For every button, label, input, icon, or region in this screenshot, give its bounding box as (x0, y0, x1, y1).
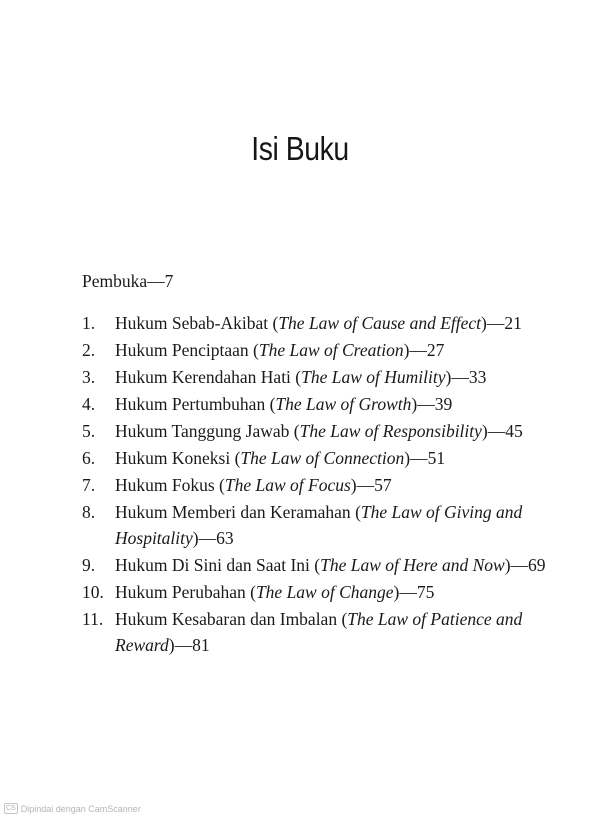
toc-entry-number: 6. (82, 448, 96, 468)
toc-entry (82, 445, 562, 471)
toc-entry-english-title: The Law of Patience and Reward (115, 609, 523, 655)
toc-entry-number: 10. (82, 582, 104, 602)
toc-entry-title: Hukum Memberi dan Keramahan (115, 502, 351, 522)
toc-entry-text: Hukum Kesabaran dan Imbalan (The Law of Patience and Reward)—81 (115, 609, 523, 655)
toc-entry-page: 51 (427, 448, 446, 468)
toc-entry (82, 337, 562, 363)
toc-entry-page: 27 (426, 340, 445, 360)
toc-entry-english-title: The Law of Change (255, 582, 394, 602)
toc-entry (82, 472, 562, 498)
toc-entry-page: 69 (528, 555, 546, 575)
toc-entry-title: Hukum Sebab-Akibat (115, 313, 269, 333)
toc-entry (82, 418, 562, 444)
toc-entry-title: Hukum Fokus (115, 475, 215, 495)
toc-entry-number: 9. (82, 555, 96, 575)
page-title: Isi Buku (251, 130, 349, 167)
toc-entry-title: Hukum Penciptaan (115, 340, 249, 360)
toc-entry-english-title: The Law of Creation (258, 340, 404, 360)
toc-entry-number: 5. (82, 421, 96, 441)
toc-entry-text: Hukum Memberi dan Keramahan (The Law of Giving and Hospitality)—63 (115, 502, 523, 548)
toc-entry-text: Hukum Penciptaan (The Law of Creation)—27 (115, 340, 445, 360)
toc-entry-text: Hukum Tanggung Jawab (The Law of Responsibility)—45 (115, 421, 523, 441)
toc-intro: Pembuka—7 (82, 271, 174, 291)
toc-entry (82, 364, 562, 390)
toc-entry (82, 579, 562, 605)
toc-entry-title: Hukum Koneksi (115, 448, 231, 468)
toc-entry-page: 45 (505, 421, 523, 441)
toc-entry-text: Hukum Koneksi (The Law of Connection)—51 (115, 448, 446, 468)
toc-entry-number: 8. (82, 502, 96, 522)
toc-entry-number: 1. (82, 313, 96, 333)
toc-entry-english-title: The Law of Giving and Hospitality (115, 502, 523, 548)
toc-entry-text: Hukum Di Sini dan Saat Ini (The Law of Here and Now)—69 (115, 555, 546, 575)
toc-entry-number: 7. (82, 475, 96, 495)
toc-entry-page: 21 (504, 313, 522, 333)
toc-entry-text: Hukum Fokus (The Law of Focus)—57 (115, 475, 392, 495)
toc-entry-english-title: The Law of Here and Now (320, 555, 505, 575)
toc-entry-number: 2. (82, 340, 96, 360)
toc-entry-number: 3. (82, 367, 96, 387)
toc-entry-english-title: The Law of Growth (275, 394, 412, 414)
toc-entry (82, 499, 562, 551)
toc-entry-text: Hukum Kerendahan Hati (The Law of Humility)—33 (115, 367, 487, 387)
intro-label: Pembuka (82, 271, 148, 291)
toc-entry-title: Hukum Di Sini dan Saat Ini (115, 555, 310, 575)
toc-entry-page: 39 (434, 394, 453, 414)
toc-entry-english-title: The Law of Humility (301, 367, 446, 387)
toc-entry (82, 606, 562, 658)
toc-entry-english-title: The Law of Responsibility (299, 421, 482, 441)
toc-entry-number: 4. (82, 394, 96, 414)
toc-list (82, 310, 562, 659)
toc-entry-text: Hukum Sebab-Akibat (The Law of Cause and Effect)—21 (115, 313, 522, 333)
toc-entry-title: Hukum Pertumbuhan (115, 394, 266, 414)
scanner-watermark (4, 803, 141, 814)
toc-entry (82, 391, 562, 417)
toc-entry-title: Hukum Tanggung Jawab (115, 421, 290, 441)
toc-entry (82, 310, 562, 336)
toc-entry-page: 81 (192, 635, 210, 655)
toc-entry-page: 63 (216, 528, 234, 548)
toc-entry-title: Hukum Kerendahan Hati (115, 367, 291, 387)
toc-entry (82, 552, 562, 578)
scanner-text: Dipindai dengan CamScanner (20, 803, 141, 814)
toc-entry-english-title: The Law of Cause and Effect (278, 313, 482, 333)
intro-page: 7 (164, 271, 174, 291)
toc-entry-text: Hukum Pertumbuhan (The Law of Growth)—39 (115, 394, 453, 414)
toc-entry-english-title: The Law of Focus (224, 475, 351, 495)
toc-entry-number: 11. (82, 609, 104, 629)
toc-entry-page: 57 (374, 475, 392, 495)
toc-entry-page: 33 (468, 367, 487, 387)
camscanner-logo-icon: CS (6, 805, 16, 812)
toc-entry-english-title: The Law of Connection (240, 448, 405, 468)
toc-entry-text: Hukum Perubahan (The Law of Change)—75 (115, 582, 435, 602)
toc-entry-title: Hukum Perubahan (115, 582, 246, 602)
toc-entry-title: Hukum Kesabaran dan Imbalan (115, 609, 338, 629)
toc-entry-page: 75 (416, 582, 435, 602)
